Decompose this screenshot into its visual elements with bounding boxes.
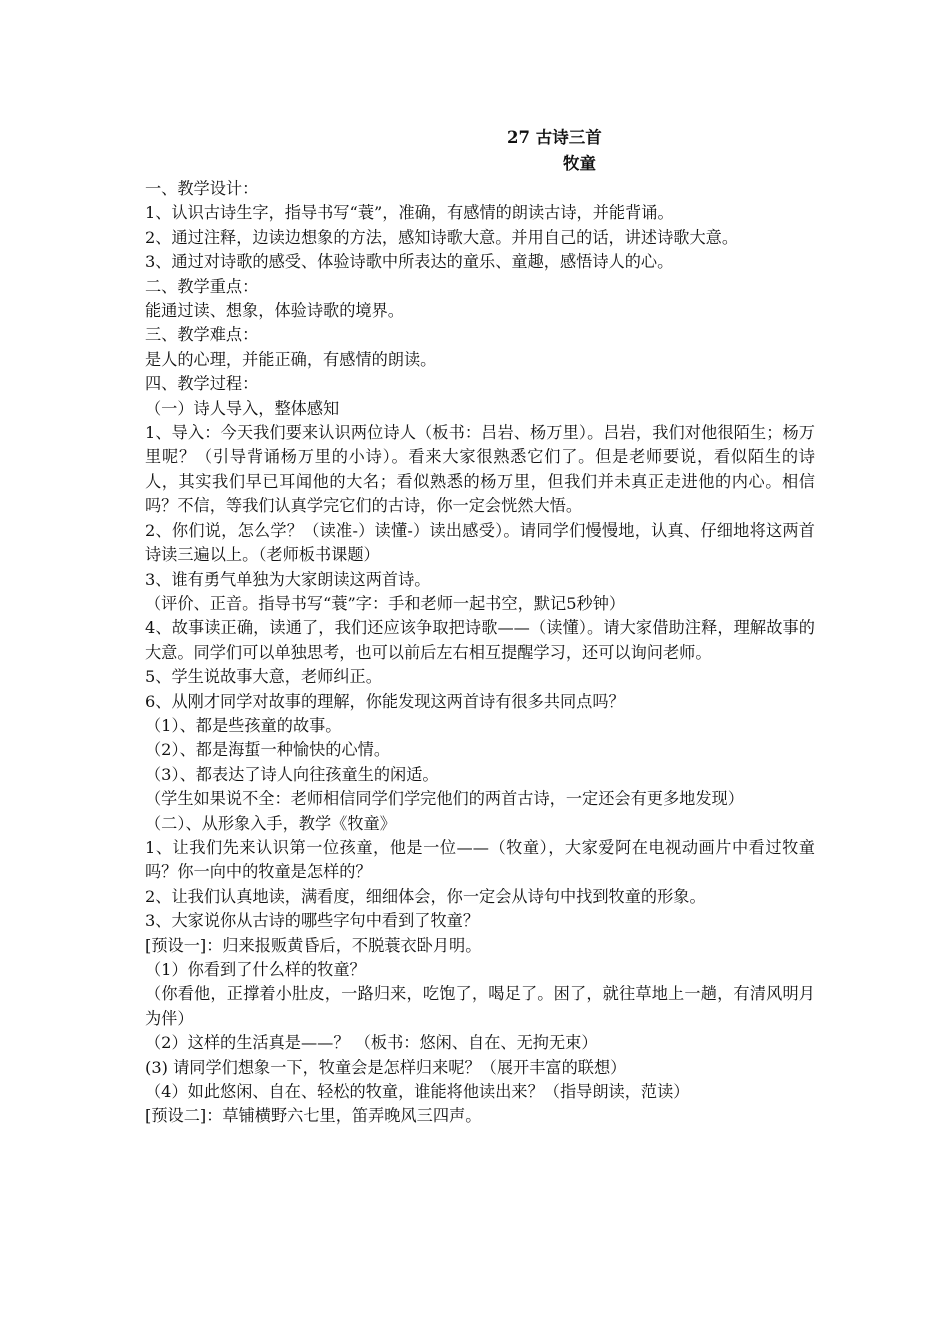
paragraph: （学生如果说不全：老师相信同学们学完他们的两首古诗，一定还会有更多地发现） (145, 789, 744, 809)
list-item: （1）你看到了什么样的牧童？ (145, 960, 366, 979)
paragraph: 2、你们说，怎么学？（读准-）读懂-）读出感受）。请同学们慢慢地，认真、仔细地将这两首诗读三遍以上。（老师板书课题） (145, 520, 815, 565)
list-item: （1）、都是些孩童的故事。 (145, 715, 342, 735)
paragraph: 6、从刚才同学对故事的理解，你能发现这两首诗有很多共同点吗？ (145, 691, 625, 711)
paragraph: 1、导入：今天我们要来认识两位诗人（板书：吕岩、杨万里）。吕岩，我们对他很陌生；杨万里呢？（引导背诵杨万里的小诗）。看来大家很熟悉它们了。但是老师要说，看似陌生的诗人，其实我们早已耳闻他的大名；看似熟悉的杨万里，但我们并未真正走进他的内心。相信吗？不信，等我们认真学完它们的古诗，你一定会恍然大悟。 (145, 423, 815, 516)
subsection-heading: （一）诗人导入，整体感知 (145, 398, 340, 418)
document-body (145, 177, 815, 1129)
paragraph: 能通过读、想象，体验诗歌的境界。 (145, 301, 404, 321)
subsection-heading: （二）、从形象入手，教学《牧童》 (145, 813, 396, 833)
document-title: 27 古诗三首 (507, 128, 602, 147)
paragraph: （你看他，正撑着小肚皮，一路归来，吃饱了，喝足了。困了，就往草地上一趟，有清风明月为伴） (145, 984, 815, 1028)
paragraph: 1、让我们先来认识第一位孩童，他是一位——（牧童），大家爱阿在电视动画片中看过牧童吗？你一向中的牧童是怎样的？ (145, 837, 815, 882)
paragraph: 2、让我们认真地读，满看度，细细体会，你一定会从诗句中找到牧童的形象。 (145, 886, 706, 906)
poem-line: [预设一]：归来报贩黄昏后，不脱蓑衣卧月明。 (145, 935, 482, 955)
paragraph: 3、大家说你从古诗的哪些字句中看到了牧童？ (145, 911, 480, 931)
document-page (145, 125, 815, 1129)
section-heading: 二、教学重点： (145, 276, 259, 296)
paragraph: （评价、正音。指导书写“蓑”字：手和老师一起书空，默记5秒钟） (145, 593, 626, 613)
section-heading: 一、教学设计： (145, 179, 259, 198)
paragraph: 4、故事读正确，读通了，我们还应该争取把诗歌——（读懂）。请大家借助注释，理解故事的大意。同学们可以单独思考，也可以前后左右相互提醒学习，还可以询问老师。 (145, 618, 815, 662)
section-heading: 四、教学过程： (145, 374, 259, 394)
list-item: (3) 请同学们想象一下，牧童会是怎样归来呢？（展开丰富的联想） (145, 1057, 627, 1077)
paragraph: 3、通过对诗歌的感受、体验诗歌中所表达的童乐、童趣，感悟诗人的心。 (145, 252, 674, 272)
paragraph: 3、谁有勇气单独为大家朗读这两首诗。 (145, 569, 431, 589)
poem-line: [预设二]：草铺横野六七里，笛弄晚风三四声。 (145, 1106, 482, 1126)
poem-title: 牧童 (563, 154, 596, 173)
paragraph: 是人的心理，并能正确，有感情的朗读。 (145, 349, 437, 369)
list-item: （3）、都表达了诗人向往孩童生的闲适。 (145, 764, 439, 784)
list-item: （2）、都是海蜇一种愉快的心情。 (145, 740, 391, 760)
list-item: （2）这样的生活真是——？ （板书：悠闲、自在、无拘无束） (145, 1033, 598, 1053)
paragraph: 1、认识古诗生字，指导书写“蓑”，准确，有感情的朗读古诗，并能背诵。 (145, 203, 674, 223)
paragraph: 2、通过注释，边读边想象的方法，感知诗歌大意。并用自己的话，讲述诗歌大意。 (145, 227, 739, 247)
list-item: （4）如此悠闲、自在、轻松的牧童，谁能将他读出来？（指导朗读，范读） (145, 1082, 690, 1102)
paragraph: 5、学生说故事大意，老师纠正。 (145, 667, 382, 687)
section-heading: 三、教学难点： (145, 325, 259, 345)
